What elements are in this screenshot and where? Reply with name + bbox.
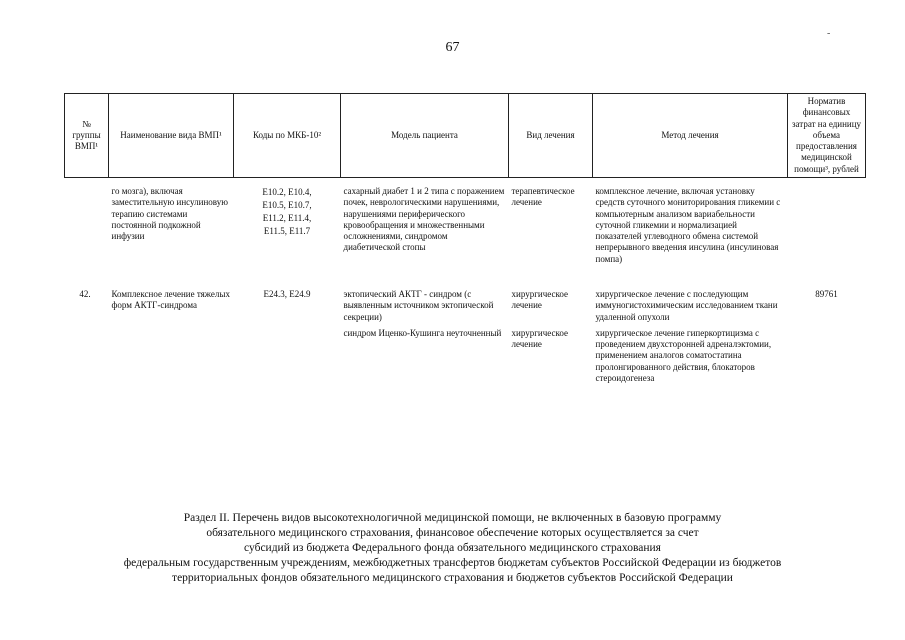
section-heading-line: обязательного медицинского страхования, финансовое обеспечение которых осуществляется за счет: [206, 527, 699, 539]
table-header-row: [65, 94, 866, 178]
treatment-type-cell: терапевтическое лечение: [511, 186, 575, 208]
section-heading-line: Раздел II. Перечень видов высокотехнологичной медицинской помощи, не включенных в базовую программу: [183, 512, 722, 524]
treatment-method-cell: хирургическое лечение гиперкортицизма с проведением двухсторонней адреналэктомии, применением аналогов соматостатина пролонгированного действия, блокаторов стероидогенеза: [595, 327, 772, 384]
treatment-method-cell: комплексное лечение, включая установку средств суточного мониторирования гликемии с компьютерным анализом вариабельности суточной гликемии и нормализацией показателей углеводного обмена системой непрерывного введения инсулина (инсулиновая помпа): [595, 186, 781, 264]
vmp-table: [64, 93, 866, 384]
header-icd-codes: Коды по МКБ-10²: [234, 94, 341, 178]
section-heading-line: субсидий из бюджета Федерального фонда обязательного медицинского страхования: [244, 542, 661, 554]
table-row: [65, 178, 866, 290]
treatment-method-cell: хирургическое лечение с последующим иммуногистохимическим исследованием ткани удаленной опухоли: [595, 289, 778, 322]
group-number: 42.: [79, 289, 91, 299]
table-row: [65, 289, 866, 384]
treatment-type-cell: хирургическое лечение: [511, 289, 568, 311]
patient-model-cell: эктопический АКТГ - синдром (с выявленным источником эктопической секреции): [343, 289, 494, 322]
section-heading-line: федеральным государственным учреждениям, межбюджетных трансфертов бюджетам субъектов Российской Федерации из бюджетов: [123, 557, 782, 569]
header-vmp-name: Наименование вида ВМП¹: [109, 94, 234, 178]
row-number: [65, 178, 109, 290]
page-number: 67: [445, 40, 460, 55]
header-cost-standard: Норматив финансовых затрат на единицу объема предоставления медицинской помощи³, рублей: [788, 94, 866, 178]
vmp-name-cell: го мозга), включая заместительную инсулиновую терапию системами постоянной подкожной инфузии: [111, 186, 228, 242]
icd-code-line: E11.2, E11.4,: [262, 213, 312, 223]
icd-code-line: E10.5, E10.7,: [262, 200, 312, 210]
patient-model-cell: сахарный диабет 1 и 2 типа с поражением почек, неврологическими нарушениями, нарушениями периферического кровообращения и множественными осложнениями, синдромом диабетической стопы: [343, 186, 505, 253]
patient-model-cell: синдром Иценко-Кушинга неуточненный: [343, 327, 502, 338]
header-patient-model: Модель пациента: [341, 94, 509, 178]
icd-codes-cell: E24.3, E24.9: [263, 289, 311, 299]
header-treatment-type: Вид лечения: [509, 94, 593, 178]
page-corner-mark: -: [827, 28, 831, 39]
header-treatment-method: Метод лечения: [593, 94, 788, 178]
cost-cell: [788, 178, 866, 290]
header-group-number: № группы ВМП¹: [65, 94, 109, 178]
section-heading-line: территориальных фондов обязательного медицинского страхования и бюджетов субъектов Российской Федерации: [172, 572, 733, 584]
treatment-type-cell: хирургическое лечение: [511, 327, 568, 349]
icd-code-line: E10.2, E10.4,: [262, 187, 312, 197]
cost-value: 89761: [815, 289, 838, 299]
icd-code-line: E11.5, E11.7: [263, 226, 311, 236]
section-heading: [40, 511, 865, 586]
vmp-name-cell: Комплексное лечение тяжелых форм АКТГ-синдрома: [111, 289, 230, 311]
